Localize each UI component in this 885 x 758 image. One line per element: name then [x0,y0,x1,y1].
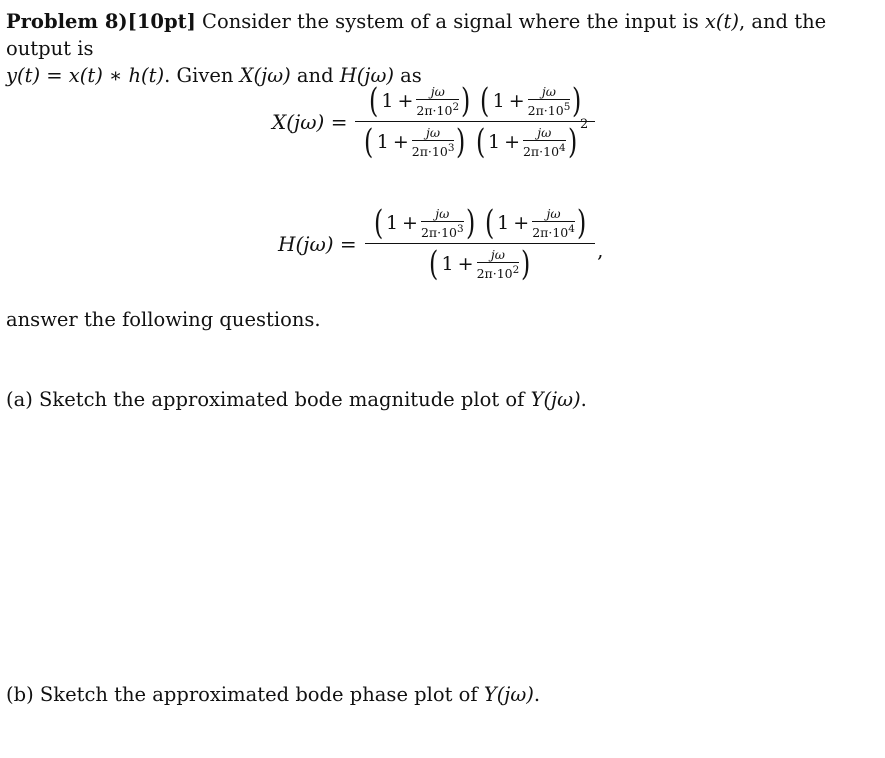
answer-instruction: answer the following questions. [6,308,321,331]
x-equation-lhs: X(jω) = [272,109,348,134]
h-numerator [365,203,595,243]
x-fraction [355,81,595,162]
x-equation [272,81,595,162]
h-num-factor-1: ( 1 + jω $2\pi\cdot 10^3$ ) [373,203,475,243]
and-text: and [290,64,340,87]
x-num-factor-2: ( 1 + jω $2\pi\cdot 10^5$ ) [480,81,582,121]
intro-text-2: , and the output is [6,10,827,60]
question-b-period: . [533,683,541,706]
question-b-text: (b) Sketch the approximated bode phase plot of [6,683,484,706]
question-a-text: (a) Sketch the approximated bode magnitude plot of [6,388,531,411]
h-fraction [365,203,595,284]
h-equation [278,203,604,284]
given-text: . Given [164,64,240,87]
h-denominator [420,244,539,284]
h-equation-comma: , [597,237,604,262]
h-den-factor-1: ( 1 + jω $2\pi\cdot 10^2$ ) [429,244,531,284]
h-num-factor-2: ( 1 + jω $2\pi\cdot 10^4$ ) [484,203,587,243]
intro-text-1: Consider the system of a signal where the input is [195,10,705,33]
question-a-period: . [580,388,587,411]
question-b-y: Y(jω) [483,683,534,706]
x-den-factor-2: ( 1 + jω $2\pi\cdot 10^4$ ) 2 [475,116,589,162]
x-den-factor-1: ( 1 + jω $2\pi\cdot 10^3$ ) [364,122,466,162]
question-a-y: Y(jω) [530,388,581,411]
output-definition: y(t) = x(t) ∗ h(t) [6,64,165,87]
x-denominator [355,116,595,162]
h-transform-ref: H(jω) [339,64,394,87]
problem-label: Problem 8)[10pt] [6,10,196,33]
x-transform-ref: X(jω) [239,64,291,87]
x-den-square: 2 [579,116,589,132]
h-equation-lhs: H(jω) = [278,231,357,256]
question-a [6,386,876,413]
input-signal: x(t) [704,10,739,33]
as-text: as [393,64,422,87]
problem-statement [6,8,876,89]
question-b [6,681,876,708]
h-fraction-bar [365,243,595,244]
x-num-factor-1: ( 1 + jω $2\pi\cdot 10^2$ ) [369,81,471,121]
x-numerator [360,81,590,121]
